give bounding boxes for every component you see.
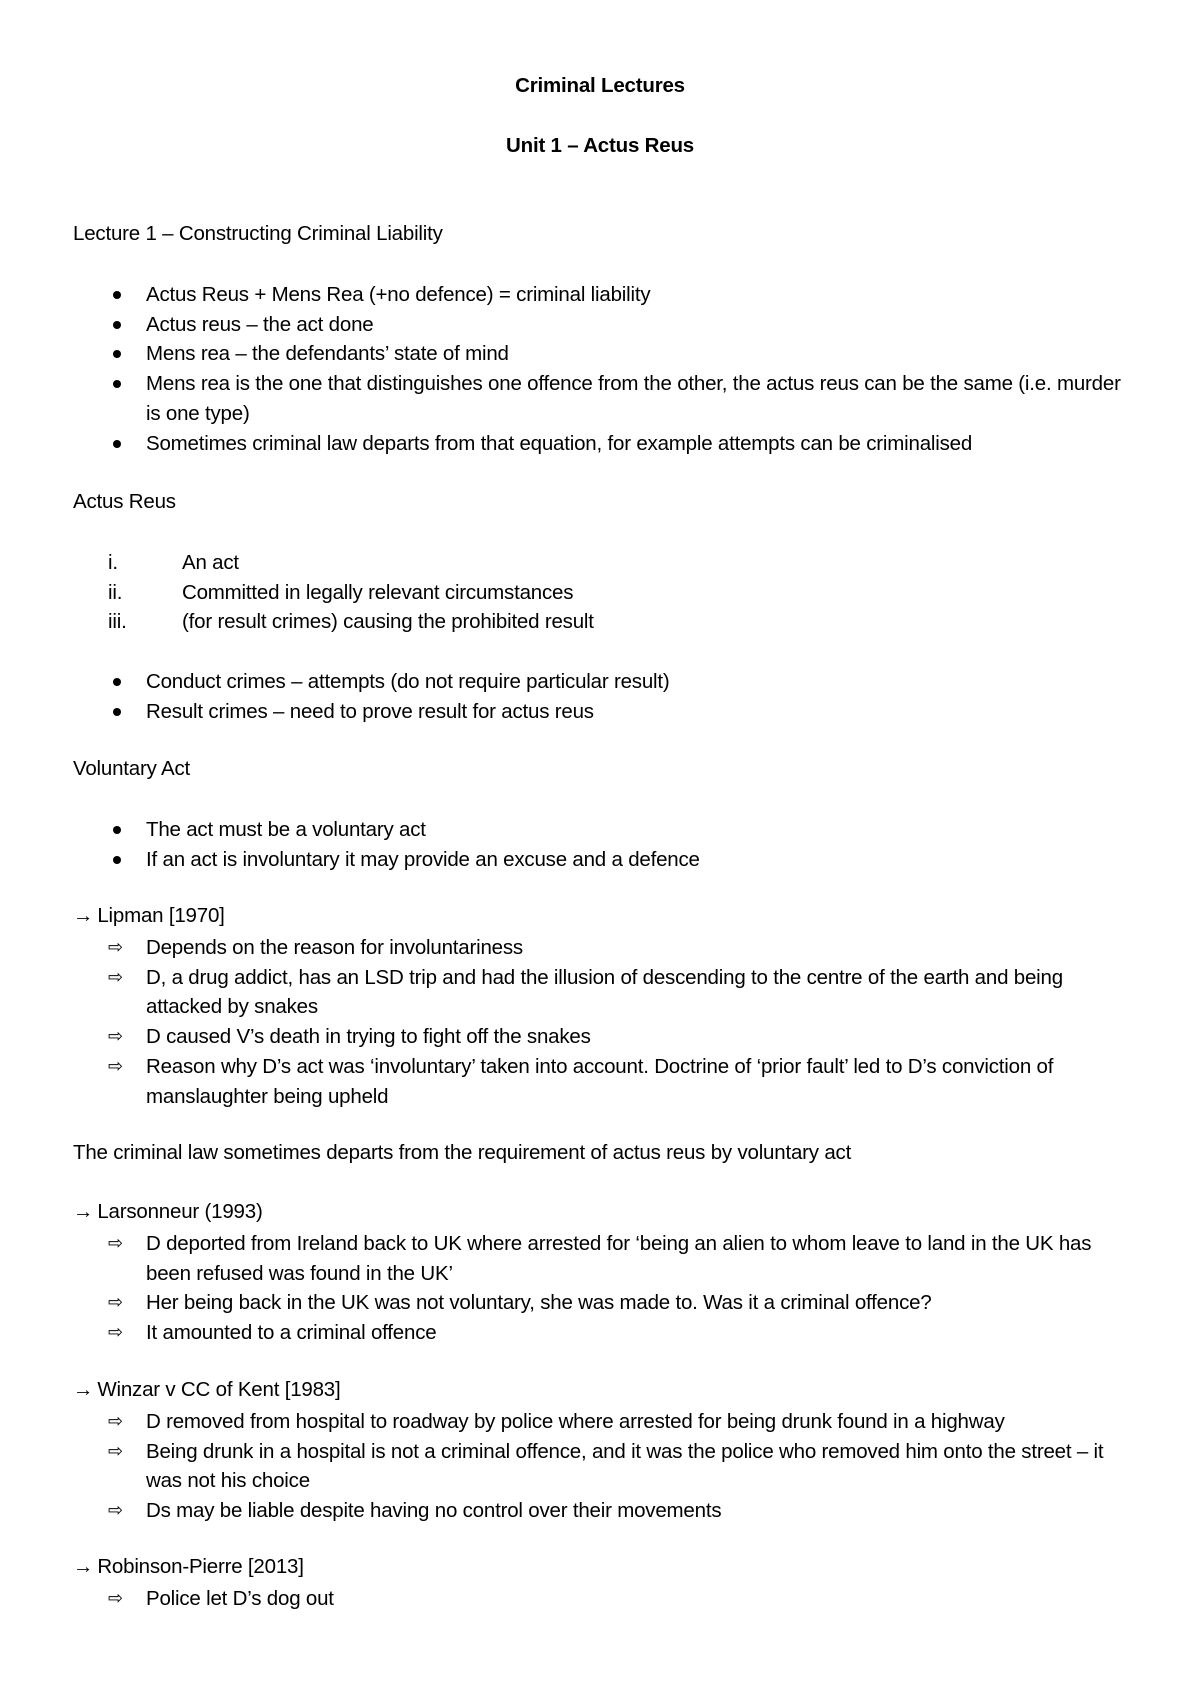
right-arrow-icon: → <box>73 904 94 927</box>
list-item: iii. (for result crimes) causing the prohibited result <box>108 610 594 634</box>
bullet-icon <box>113 321 121 329</box>
list-item: ⇨ D, a drug addict, has an LSD trip and had the illusion of descending to the centre of the earth and being attacked by snakes <box>146 963 1136 1022</box>
right-arrow-icon: → <box>73 1555 94 1578</box>
list-item: Conduct crimes – attempts (do not require particular result) <box>146 667 1136 697</box>
list-item: Sometimes criminal law departs from that equation, for example attempts can be criminalised <box>146 429 1136 459</box>
hollow-arrow-icon: ⇨ <box>108 1588 123 1608</box>
crime-types-bullet-list <box>146 667 1136 726</box>
case-points-larsonneur <box>108 1229 1136 1348</box>
bullet-icon <box>113 440 121 448</box>
hollow-arrow-icon: ⇨ <box>108 1233 123 1253</box>
list-item: ⇨ D caused V’s death in trying to fight off the snakes <box>146 1022 1136 1052</box>
list-item: Actus Reus + Mens Rea (+no defence) = criminal liability <box>146 280 1136 310</box>
list-item: ⇨ Police let D’s dog out <box>146 1584 1136 1614</box>
case-heading-lipman: → Lipman [1970] <box>73 904 225 927</box>
case-heading-larsonneur: → Larsonneur (1993) <box>73 1200 263 1223</box>
hollow-arrow-icon: ⇨ <box>108 1411 123 1431</box>
bullet-icon <box>113 380 121 388</box>
list-item: ⇨ Being drunk in a hospital is not a criminal offence, and it was the police who removed him onto the street – it was not his choice <box>146 1437 1136 1496</box>
bullet-icon <box>113 291 121 299</box>
lecture-heading: Lecture 1 – Constructing Criminal Liability <box>73 222 443 245</box>
list-item: Actus reus – the act done <box>146 310 1136 340</box>
hollow-arrow-icon: ⇨ <box>108 1322 123 1343</box>
hollow-arrow-icon: ⇨ <box>108 1055 123 1076</box>
case-heading-winzar: → Winzar v CC of Kent [1983] <box>73 1378 341 1401</box>
list-item: ⇨ D deported from Ireland back to UK where arrested for ‘being an alien to whom leave to land in the UK has been refused was found in the UK’ <box>146 1229 1136 1288</box>
list-item: If an act is involuntary it may provide an excuse and a defence <box>146 845 1136 875</box>
list-item: The act must be a voluntary act <box>146 815 1136 845</box>
list-item: Result crimes – need to prove result for actus reus <box>146 697 1136 727</box>
hollow-arrow-icon: ⇨ <box>108 1026 123 1047</box>
list-item: ⇨ It amounted to a criminal offence <box>146 1318 1136 1348</box>
right-arrow-icon: → <box>73 1200 94 1223</box>
list-item: ⇨ Her being back in the UK was not voluntary, she was made to. Was it a criminal offence? <box>146 1288 1136 1318</box>
bullet-icon <box>113 350 121 358</box>
intro-bullet-list <box>146 280 1136 458</box>
unit-heading: Unit 1 – Actus Reus <box>506 134 694 157</box>
voluntary-act-heading: Voluntary Act <box>73 757 191 780</box>
list-item: ⇨ Ds may be liable despite having no control over their movements <box>146 1496 1136 1526</box>
document-title: Criminal Lectures <box>515 74 685 97</box>
actus-reus-roman-list <box>108 548 594 637</box>
list-item: ⇨ Depends on the reason for involuntariness <box>146 933 1136 963</box>
case-points-lipman <box>108 933 1136 1111</box>
list-item: ii. Committed in legally relevant circumstances <box>108 580 574 604</box>
list-item: Mens rea is the one that distinguishes one offence from the other, the actus reus can be the same (i.e. murder is one type) <box>146 369 1136 428</box>
bullet-icon <box>113 856 121 864</box>
bullet-icon <box>113 678 121 686</box>
bullet-icon <box>113 708 121 716</box>
case-heading-robinson-pierre: → Robinson-Pierre [2013] <box>73 1555 304 1578</box>
voluntary-bullet-list <box>146 815 1136 874</box>
case-points-robinson-pierre <box>108 1584 1136 1614</box>
hollow-arrow-icon: ⇨ <box>108 1440 123 1461</box>
case-points-winzar <box>108 1407 1136 1526</box>
bullet-icon <box>113 826 121 834</box>
hollow-arrow-icon: ⇨ <box>108 966 123 987</box>
hollow-arrow-icon: ⇨ <box>108 1500 123 1521</box>
actus-reus-heading: Actus Reus <box>73 490 176 513</box>
list-item: i. An act <box>108 551 239 574</box>
hollow-arrow-icon: ⇨ <box>108 937 123 957</box>
list-item: Mens rea – the defendants’ state of mind <box>146 339 1136 369</box>
hollow-arrow-icon: ⇨ <box>108 1292 123 1313</box>
list-item: ⇨ D removed from hospital to roadway by police where arrested for being drunk found in a highway <box>146 1407 1136 1437</box>
right-arrow-icon: → <box>73 1378 94 1401</box>
list-item: ⇨ Reason why D’s act was ‘involuntary’ taken into account. Doctrine of ‘prior fault’ led to D’s conviction of manslaughter being upheld <box>146 1052 1136 1111</box>
departure-paragraph: The criminal law sometimes departs from the requirement of actus reus by voluntary act <box>73 1141 852 1164</box>
